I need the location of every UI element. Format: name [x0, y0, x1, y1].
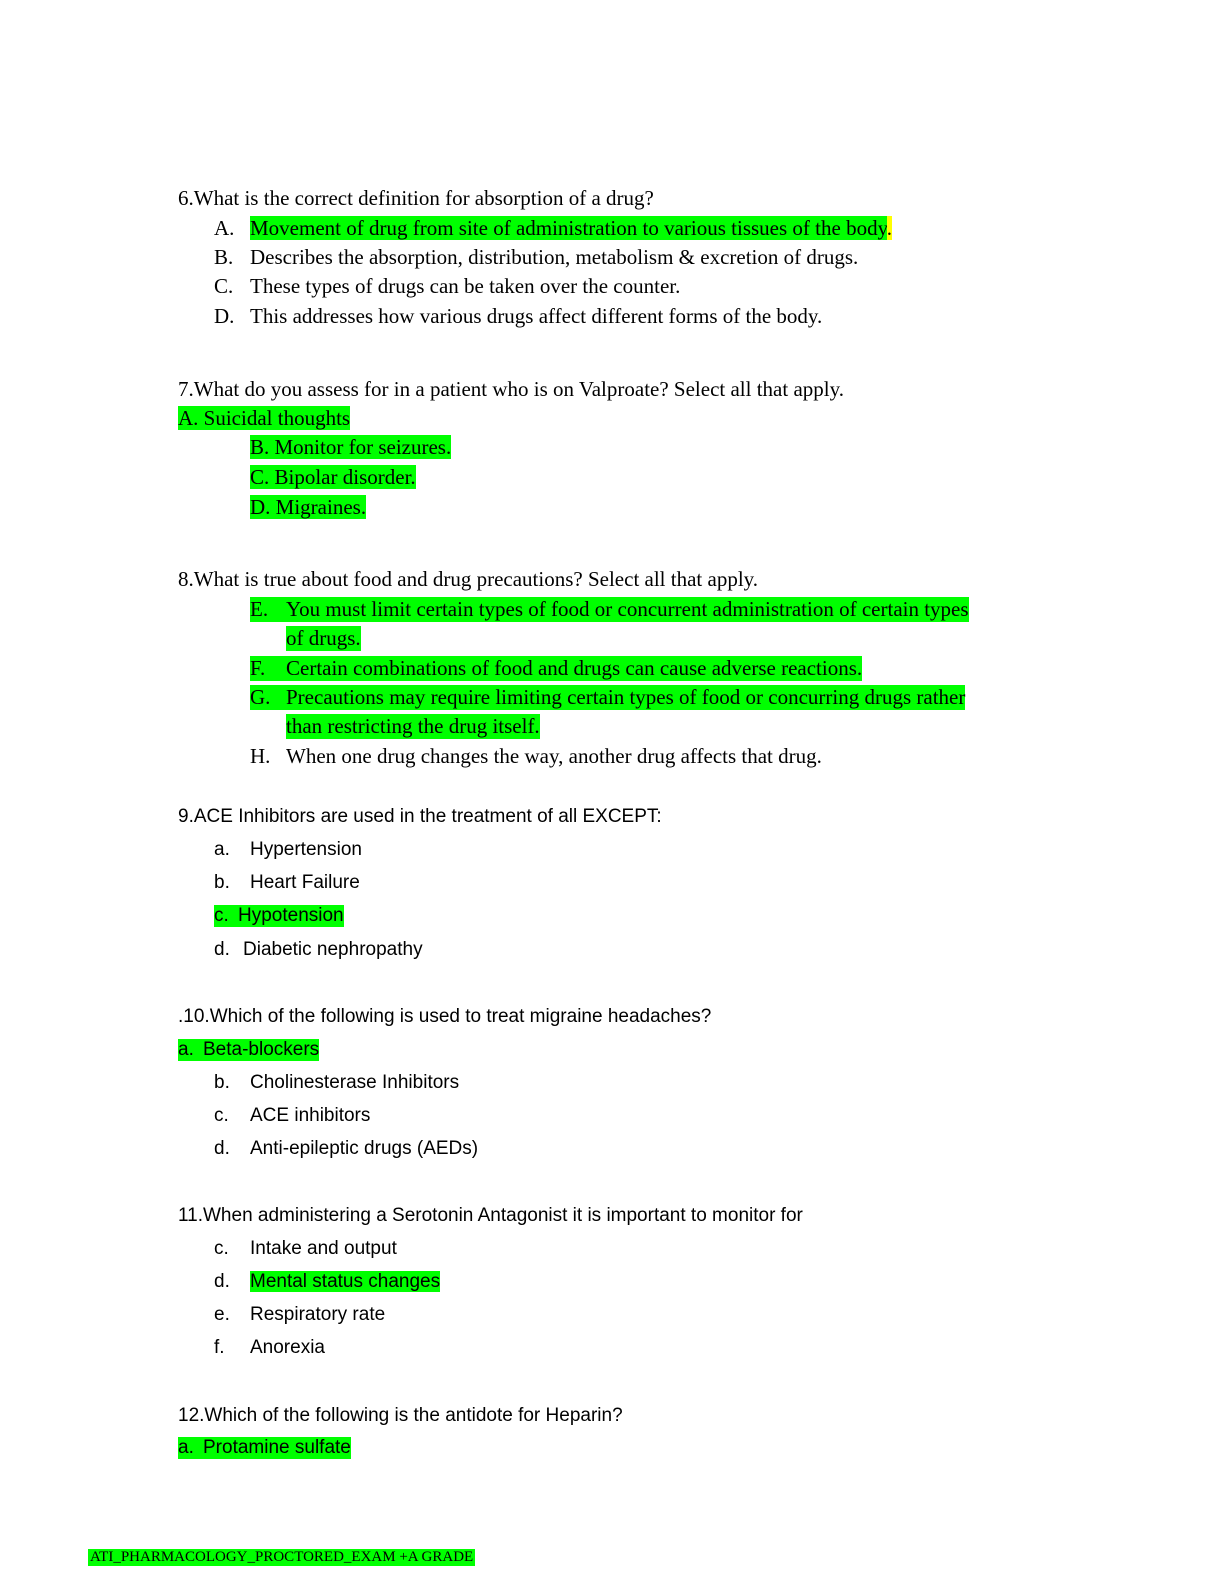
q11-option-e: [214, 1304, 385, 1326]
option-text-correct: Certain combinations of food and drugs can cause adverse reactions.: [286, 656, 863, 680]
option-marker: d.: [214, 1271, 230, 1292]
option-marker: a.: [214, 839, 230, 860]
q6-option-a: [214, 216, 892, 241]
q9-option-b: [214, 872, 360, 894]
q10-option-d: [214, 1138, 478, 1160]
option-text-correct: Hypotension: [238, 905, 344, 926]
q7-option-c: [250, 465, 416, 490]
option-marker: b.: [214, 1072, 230, 1093]
option-marker: c.: [214, 1238, 229, 1259]
q8-option-g: [250, 685, 965, 710]
q10-option-a: [178, 1039, 319, 1061]
q8-option-h: [250, 744, 822, 769]
q11-option-f: [214, 1337, 325, 1359]
question-6: 6.What is the correct definition for absorption of a drug?: [178, 186, 654, 210]
q6-option-c: [214, 274, 680, 299]
question-7: 7.What do you assess for in a patient who is on Valproate? Select all that apply.: [178, 377, 845, 401]
q11-option-d: [214, 1271, 440, 1293]
option-marker: C.: [214, 274, 234, 298]
q7-option-d: [250, 495, 366, 520]
q8-option-g-cont: than restricting the drug itself.: [286, 714, 540, 738]
option-marker: B.: [214, 245, 234, 269]
option-text: Cholinesterase Inhibitors: [250, 1072, 460, 1093]
option-marker: a.: [178, 1039, 194, 1060]
q9-option-a: [214, 839, 362, 861]
q8-option-f: [250, 656, 862, 681]
option-text-correct: D. Migraines.: [250, 495, 367, 519]
q8-option-e-cont: of drugs.: [286, 626, 361, 650]
option-text-correct: A. Suicidal thoughts: [178, 406, 351, 430]
option-text-correct: Beta-blockers: [203, 1039, 320, 1060]
option-text-correct: C. Bipolar disorder.: [250, 465, 416, 489]
option-tail: .: [886, 216, 892, 240]
option-text: When one drug changes the way, another drug affects that drug.: [286, 744, 822, 768]
option-text: Anti-epileptic drugs (AEDs): [250, 1138, 479, 1159]
question-12: 12.Which of the following is the antidote for Heparin?: [178, 1405, 623, 1426]
question-9: 9.ACE Inhibitors are used in the treatment of all EXCEPT:: [178, 806, 662, 827]
q7-option-b: [250, 435, 451, 460]
question-8: 8.What is true about food and drug precautions? Select all that apply.: [178, 567, 759, 591]
option-marker: c.: [214, 1105, 229, 1126]
option-marker: b.: [214, 872, 230, 893]
option-marker: G.: [250, 685, 271, 709]
document-footer: ATI_PHARMACOLOGY_PROCTORED_EXAM +A GRADE: [90, 1549, 474, 1565]
option-text-correct: You must limit certain types of food or concurrent administration of certain types: [286, 597, 969, 621]
option-text: This addresses how various drugs affect different forms of the body.: [250, 304, 823, 328]
q10-option-b: [214, 1072, 459, 1094]
q6-option-d: [214, 304, 822, 329]
option-text: Anorexia: [250, 1337, 325, 1358]
option-marker: d.: [214, 1138, 230, 1159]
q7-option-a: [178, 406, 350, 431]
option-text: Describes the absorption, distribution, metabolism & excretion of drugs.: [250, 245, 859, 269]
option-text-correct: B. Monitor for seizures.: [250, 435, 452, 459]
question-11: 11.When administering a Serotonin Antagonist it is important to monitor for: [178, 1205, 803, 1226]
q6-option-b: [214, 245, 858, 270]
option-text: Heart Failure: [250, 872, 360, 893]
option-text-correct: Precautions may require limiting certain types of food or concurring drugs rather: [286, 685, 966, 709]
option-marker: F.: [250, 656, 266, 680]
q9-option-c: [214, 905, 344, 927]
option-marker: A.: [214, 216, 235, 240]
option-marker: c.: [214, 905, 229, 926]
option-marker: e.: [214, 1304, 230, 1325]
option-text-correct: Mental status changes: [250, 1271, 441, 1292]
q12-option-a: [178, 1437, 351, 1459]
option-text: These types of drugs can be taken over the counter.: [250, 274, 681, 298]
option-text-correct: Protamine sulfate: [203, 1437, 351, 1458]
q10-option-c: [214, 1105, 370, 1127]
option-text: Hypertension: [250, 839, 362, 860]
option-marker: D.: [214, 304, 235, 328]
option-marker: H.: [250, 744, 271, 768]
option-marker: a.: [178, 1437, 194, 1458]
option-text: Diabetic nephropathy: [243, 939, 423, 960]
option-marker: f.: [214, 1337, 225, 1358]
option-marker: E.: [250, 597, 269, 621]
option-text: Intake and output: [250, 1238, 397, 1259]
q8-option-e: [250, 597, 969, 622]
option-text-correct: Movement of drug from site of administration to various tissues of the body: [250, 216, 887, 240]
q11-option-c: [214, 1238, 397, 1260]
option-text: Respiratory rate: [250, 1304, 386, 1325]
q9-option-d: [214, 939, 423, 961]
option-text: ACE inhibitors: [250, 1105, 371, 1126]
option-marker: d.: [214, 939, 230, 960]
question-10: .10.Which of the following is used to treat migraine headaches?: [178, 1006, 712, 1027]
